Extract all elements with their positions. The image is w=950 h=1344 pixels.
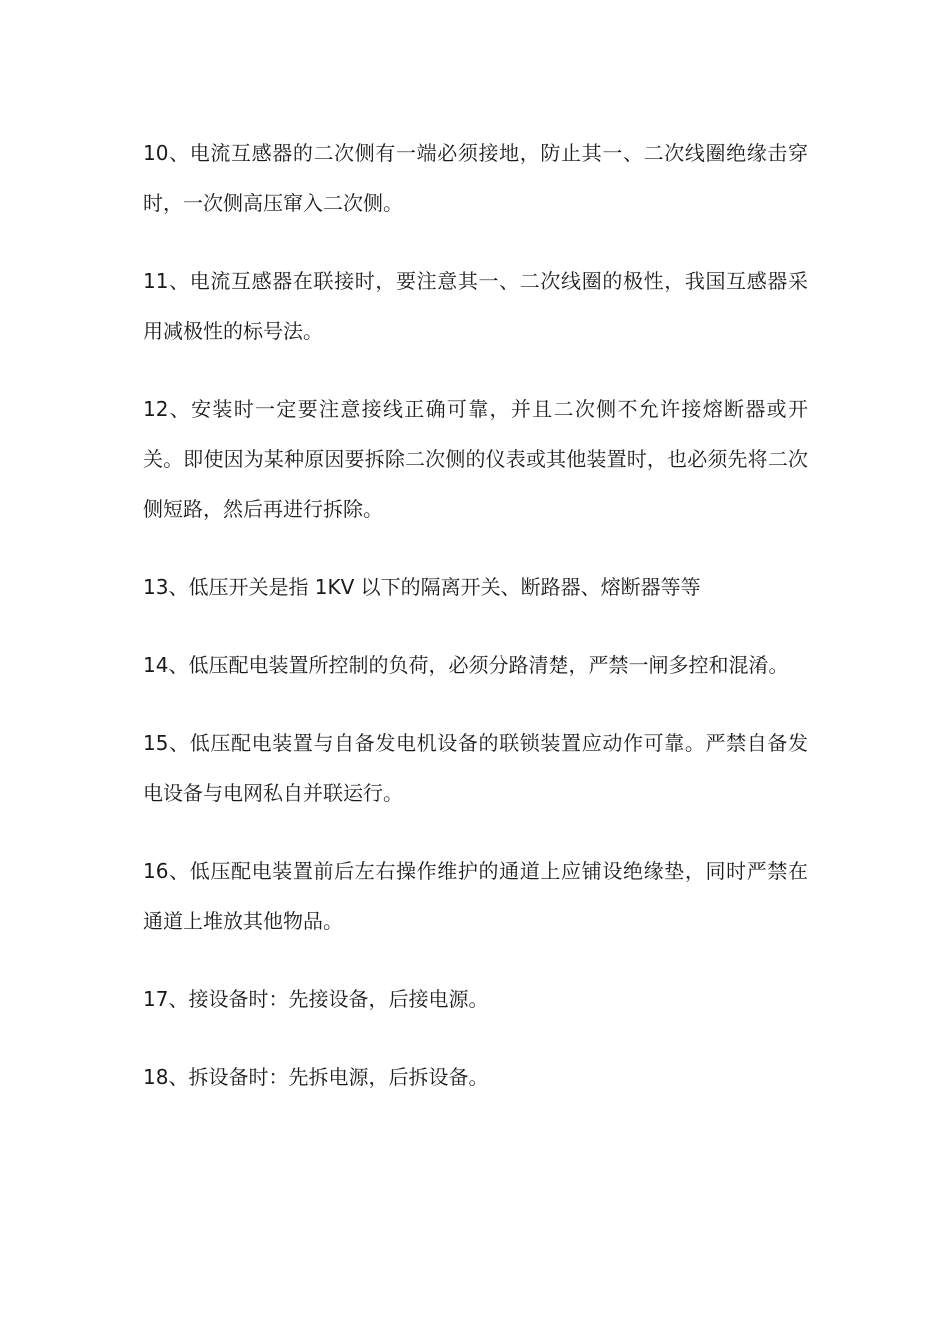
paragraph-16: 16、低压配电装置前后左右操作维护的通道上应铺设绝缘垫，同时严禁在通道上堆放其他物品。 xyxy=(143,859,808,933)
paragraph-14: 14、低压配电装置所控制的负荷，必须分路清楚，严禁一闸多控和混淆。 xyxy=(143,653,789,677)
paragraph-10: 10、电流互感器的二次侧有一端必须接地，防止其一、二次线圈绝缘击穿时，一次侧高压窜入二次侧。 xyxy=(143,141,808,215)
paragraph-15: 15、低压配电装置与自备发电机设备的联锁装置应动作可靠。严禁自备发电设备与电网私自并联运行。 xyxy=(143,731,808,805)
paragraph-17: 17、接设备时：先接设备，后接电源。 xyxy=(143,987,489,1011)
paragraph-12: 12、安装时一定要注意接线正确可靠，并且二次侧不允许接熔断器或开关。即使因为某种原因要拆除二次侧的仪表或其他装置时，也必须先将二次侧短路，然后再进行拆除。 xyxy=(143,397,808,521)
paragraph-18: 18、拆设备时：先拆电源，后拆设备。 xyxy=(143,1065,489,1089)
paragraph-11: 11、电流互感器在联接时，要注意其一、二次线圈的极性，我国互感器采用减极性的标号法。 xyxy=(143,269,808,343)
paragraph-13: 13、低压开关是指 1KV 以下的隔离开关、断路器、熔断器等等 xyxy=(143,575,701,599)
document-body xyxy=(143,128,808,1130)
